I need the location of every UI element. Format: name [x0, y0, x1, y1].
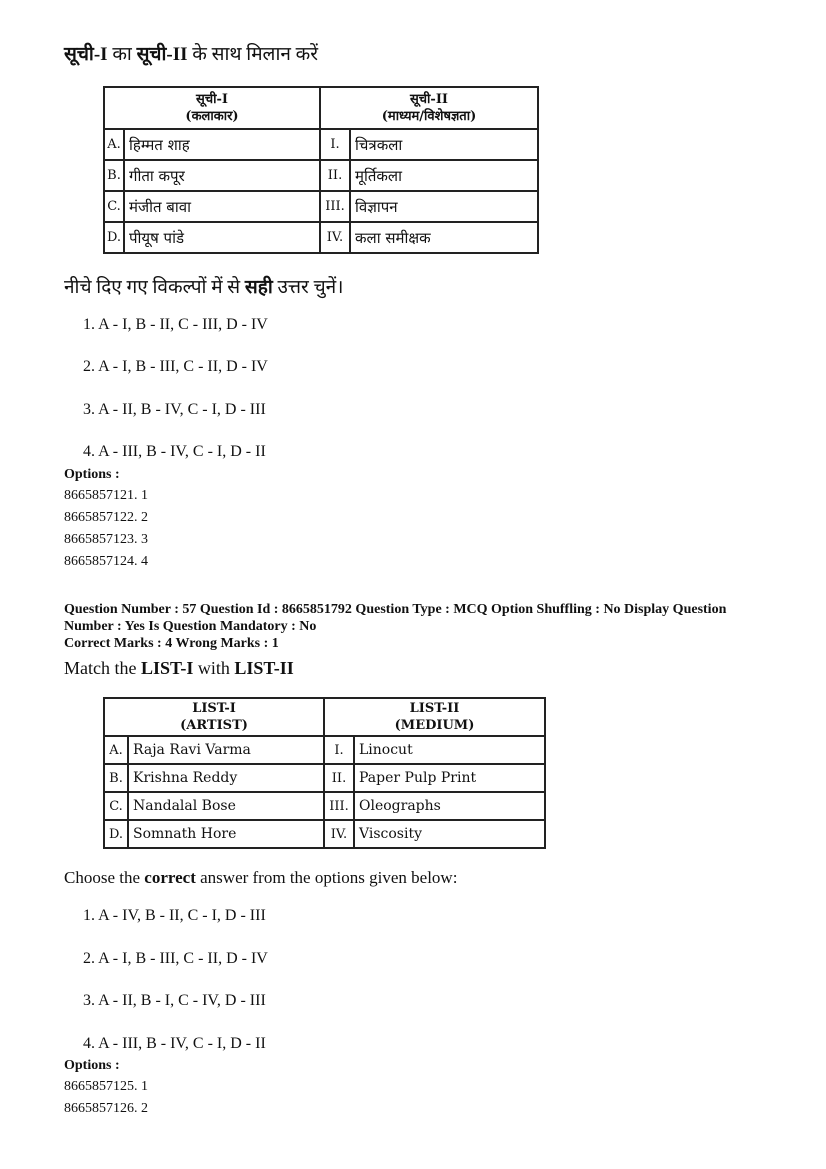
row-left-item: Raja Ravi Varma	[128, 736, 324, 764]
row-numeral: I.	[320, 129, 350, 160]
q2-instruction-text: Choose the	[64, 868, 145, 887]
row-right-item: विज्ञापन	[350, 191, 538, 222]
q1-col1-header	[104, 87, 320, 129]
q1-instruction-bold: सही	[244, 277, 273, 298]
q1-choice-2: 2. A - I, B - III, C - II, D - IV	[83, 358, 268, 375]
row-right-item: Linocut	[354, 736, 545, 764]
q2-title-list2: LIST-II	[234, 658, 294, 678]
q2-title-list1: LIST-I	[140, 658, 194, 678]
row-numeral: II.	[324, 764, 354, 792]
table-row	[104, 764, 545, 792]
q1-heading-text: का	[107, 44, 137, 65]
row-letter: B.	[104, 764, 128, 792]
table-row	[104, 820, 545, 848]
table-row	[104, 736, 545, 764]
table-row	[104, 129, 538, 160]
q2-col1-title: LIST-I	[192, 701, 236, 716]
q2-marks: Correct Marks : 4 Wrong Marks : 1	[64, 636, 279, 651]
row-right-item: चित्रकला	[350, 129, 538, 160]
q2-choice-2: 2. A - I, B - III, C - II, D - IV	[83, 950, 268, 967]
row-letter: D.	[104, 820, 128, 848]
q2-col1-header	[104, 698, 324, 736]
row-right-item: कला समीक्षक	[350, 222, 538, 253]
q2-choice-4: 4. A - III, B - IV, C - I, D - II	[83, 1035, 266, 1052]
row-letter: B.	[104, 160, 124, 191]
q1-col1-sub: (कलाकार)	[185, 109, 239, 124]
q2-col1-sub: (ARTIST)	[180, 718, 248, 733]
row-numeral: III.	[320, 191, 350, 222]
row-right-item: मूर्तिकला	[350, 160, 538, 191]
q1-option-id-2: 8665857122. 2	[64, 510, 148, 525]
q2-info-line2: Number : Yes Is Question Mandatory : No	[64, 619, 317, 634]
row-left-item: गीता कपूर	[124, 160, 320, 191]
row-letter: C.	[104, 792, 128, 820]
q2-option-id-1: 8665857125. 1	[64, 1079, 148, 1094]
q2-choice-1: 1. A - IV, B - II, C - I, D - III	[83, 907, 266, 924]
row-numeral: IV.	[320, 222, 350, 253]
q2-title	[64, 658, 294, 679]
q1-option-id-3: 8665857123. 3	[64, 532, 148, 547]
q1-match-table	[103, 86, 539, 254]
q1-heading-list1: सूची-I	[64, 44, 108, 65]
table-row	[104, 792, 545, 820]
row-right-item: Oleographs	[354, 792, 545, 820]
row-numeral: III.	[324, 792, 354, 820]
q1-col1-title: सूची-I	[196, 92, 228, 107]
row-right-item: Paper Pulp Print	[354, 764, 545, 792]
q2-options-label: Options :	[64, 1058, 120, 1073]
q2-question-info	[64, 601, 784, 652]
q2-option-id-2: 8665857126. 2	[64, 1101, 148, 1116]
q2-title-text: Match the	[64, 658, 141, 678]
row-letter: A.	[104, 736, 128, 764]
row-left-item: Somnath Hore	[128, 820, 324, 848]
q1-heading-text-end: के साथ मिलान करें	[187, 44, 319, 65]
q1-choice-4: 4. A - III, B - IV, C - I, D - II	[83, 443, 266, 460]
q1-heading	[64, 40, 318, 66]
q2-col2-title: LIST-II	[409, 701, 460, 716]
q2-info-line1: Question Number : 57 Question Id : 8665851792 Question Type : MCQ Option Shuffling : No Display Question	[64, 602, 727, 617]
q1-instruction-end: उत्तर चुनें।	[272, 277, 344, 298]
q1-heading-list2: सूची-II	[136, 44, 188, 65]
row-letter: A.	[104, 129, 124, 160]
row-right-item: Viscosity	[354, 820, 545, 848]
q1-instruction	[64, 273, 343, 299]
q2-col2-sub: (MEDIUM)	[394, 718, 475, 733]
q1-option-id-1: 8665857121. 1	[64, 488, 148, 503]
q2-instruction	[64, 868, 457, 888]
q1-instruction-text: नीचे दिए गए विकल्पों में से	[64, 277, 245, 298]
q1-options-label: Options :	[64, 467, 120, 482]
q1-choice-1: 1. A - I, B - II, C - III, D - IV	[83, 316, 268, 333]
table-row	[104, 160, 538, 191]
row-left-item: Krishna Reddy	[128, 764, 324, 792]
q1-choice-3: 3. A - II, B - IV, C - I, D - III	[83, 401, 266, 418]
table-row	[104, 191, 538, 222]
table-header-row	[104, 698, 545, 736]
q2-col2-header	[324, 698, 545, 736]
row-left-item: हिम्मत शाह	[124, 129, 320, 160]
row-numeral: II.	[320, 160, 350, 191]
row-left-item: Nandalal Bose	[128, 792, 324, 820]
q2-match-table	[103, 697, 546, 849]
row-left-item: मंजीत बावा	[124, 191, 320, 222]
row-numeral: IV.	[324, 820, 354, 848]
table-header-row	[104, 87, 538, 129]
q1-col2-title: सूची-II	[410, 92, 448, 107]
q2-instruction-bold: correct	[144, 868, 196, 887]
row-left-item: पीयूष पांडे	[124, 222, 320, 253]
q1-col2-header	[320, 87, 538, 129]
row-letter: D.	[104, 222, 124, 253]
q1-col2-sub: (माध्यम/विशेषज्ञता)	[381, 109, 477, 124]
row-letter: C.	[104, 191, 124, 222]
q2-instruction-end: answer from the options given below:	[195, 868, 458, 887]
q2-title-with: with	[193, 658, 235, 678]
q1-option-id-4: 8665857124. 4	[64, 554, 148, 569]
q2-choice-3: 3. A - II, B - I, C - IV, D - III	[83, 992, 266, 1009]
table-row	[104, 222, 538, 253]
row-numeral: I.	[324, 736, 354, 764]
